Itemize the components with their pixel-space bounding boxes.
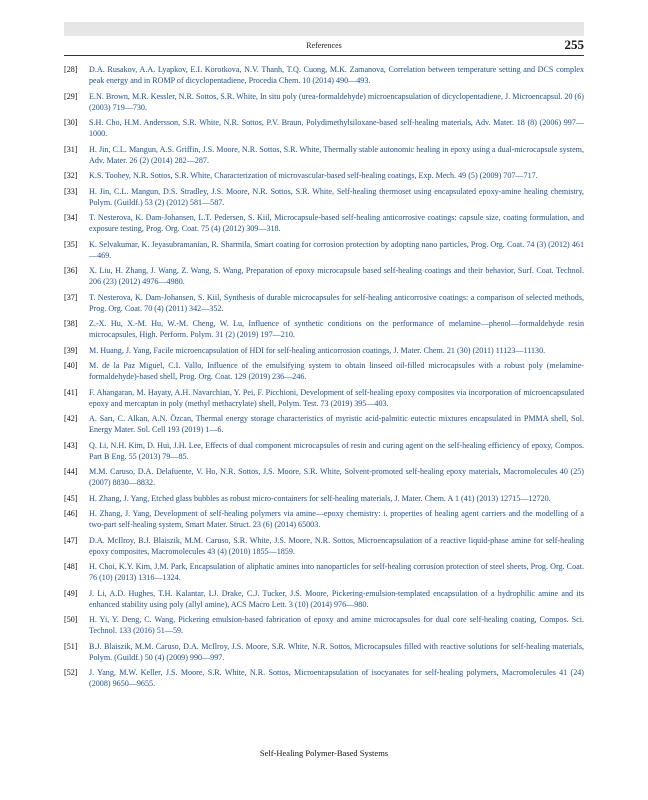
reference-item (64, 117, 584, 139)
reference-item (64, 144, 584, 166)
reference-text[interactable]: M. Huang, J. Yang, Facile microencapsulation of HDI for self-healing anticorrosion coatings, J. Mater. Chem. 21 (30) (2011) 11123—11130. (89, 345, 546, 355)
reference-number: [45] (64, 493, 78, 503)
header-band (64, 22, 584, 36)
reference-item (64, 265, 584, 287)
reference-item (64, 466, 584, 488)
reference-number: [52] (64, 668, 78, 677)
reference-number: [47] (64, 535, 78, 545)
reference-item (64, 292, 584, 314)
reference-item (64, 561, 584, 583)
reference-item (64, 413, 584, 435)
reference-text[interactable]: S.H. Cho, H.M. Andersson, S.R. White, N.R. Sottos, P.V. Braun, Polydimethylsiloxane-based self-healing materials, Adv. Mater. 18 (8) (2006) 997—1000. (89, 118, 584, 138)
reference-text[interactable]: M.M. Caruso, D.A. Delafuente, V. Ho, N.R. Sottos, J.S. Moore, S.R. White, Solvent-promoted self-healing epoxy materials, Macromolecules 40 (25) (2007) 8830—8832. (89, 467, 584, 487)
reference-number: [49] (64, 588, 78, 598)
reference-text[interactable]: M. de la Paz Miguel, C.I. Vallo, Influence of the emulsifying system to obtain linseed oil-filled microcapsules with a robust poly (melamine-formaldehyde)-based shell, Prog. Org. Coat. 129 (2019) 236—246. (89, 361, 584, 381)
reference-item (64, 641, 584, 663)
reference-text[interactable]: B.J. Blaiszik, M.M. Caruso, D.A. McIlroy, J.S. Moore, S.R. White, N.R. Sottos, Microcapsules filled with reactive solutions for self-healing materials, Polym. (Guildf.) 50 (4) (2009) 990—997. (89, 641, 584, 662)
reference-item (64, 212, 584, 234)
reference-number: [38] (64, 319, 78, 328)
reference-text[interactable]: K. Selvakumar, K. Jeyasubramanian, R. Sharmila, Smart coating for corrosion protection by adopting nano particles, Prog. Org. Coat. 74 (3) (2012) 461—469. (89, 239, 584, 260)
reference-number: [43] (64, 440, 78, 450)
reference-text[interactable]: H. Zhang, J. Yang, Etched glass bubbles as robust micro-containers for self-healing materials, J. Mater. Chem. A 1 (41) (2013) 12715—12720. (89, 493, 551, 503)
reference-item (64, 614, 584, 636)
reference-number: [51] (64, 641, 78, 651)
reference-number: [33] (64, 186, 78, 196)
reference-item (64, 64, 584, 86)
reference-number: [40] (64, 361, 78, 370)
reference-item (64, 493, 584, 504)
reference-item (64, 588, 584, 610)
reference-item (64, 535, 584, 557)
reference-text[interactable]: K.S. Toohey, N.R. Sottos, S.R. White, Characterization of microvascular-based self-healing coatings, Exp. Mech. 49 (5) (2009) 707—717. (89, 171, 538, 180)
reference-text[interactable]: H. Jin, C.L. Mangun, A.S. Griffin, J.S. Moore, N.R. Sottos, S.R. White, Thermally stable autonomic healing in epoxy using a dual-microcapsule system, Adv. Mater. 26 (2) (2014) 282—287. (89, 144, 584, 165)
reference-item (64, 360, 584, 382)
reference-item (64, 667, 584, 689)
reference-text[interactable]: J. Yang, M.W. Keller, J.S. Moore, S.R. White, N.R. Sottos, Microencapsulation of isocyanates for self-healing polymers, Macromolecules 41 (24) (2008) 9650—9655. (89, 668, 584, 688)
reference-number: [42] (64, 414, 78, 423)
reference-number: [46] (64, 509, 78, 518)
reference-number: [34] (64, 213, 78, 222)
reference-item (64, 387, 584, 409)
reference-item (64, 440, 584, 462)
reference-text[interactable]: D.A. McIlroy, B.J. Blaiszik, M.M. Caruso, S.R. White, J.S. Moore, N.R. Sottos, Microencapsulation of a reactive liquid-phase amine for self-healing epoxy composites, Macromolecules 43 (4) (2010) 1855—1859. (89, 535, 584, 556)
reference-number: [32] (64, 171, 78, 180)
reference-item (64, 170, 584, 181)
reference-item (64, 345, 584, 356)
reference-text[interactable]: H. Choi, K.Y. Kim, J.M. Park, Encapsulation of aliphatic amines into nanoparticles for self-healing corrosion protection of steel sheets, Prog. Org. Coat. 76 (10) (2013) 1316—1324. (89, 562, 584, 582)
reference-number: [41] (64, 387, 78, 397)
page-number: 255 (564, 37, 584, 52)
reference-item (64, 318, 584, 340)
reference-list (64, 64, 584, 694)
reference-item (64, 239, 584, 261)
reference-text[interactable]: H. Jin, C.L. Mangun, D.S. Stradley, J.S. Moore, N.R. Sottos, S.R. White, Self-healing thermoset using encapsulated epoxy-amine healing chemistry, Polym. (Guildf.) 53 (2) (2012) 581—587. (89, 186, 584, 207)
running-head (64, 37, 584, 56)
reference-number: [50] (64, 615, 78, 624)
reference-text[interactable]: T. Nesterova, K. Dam-Johansen, L.T. Pedersen, S. Kiil, Microcapsule-based self-healing anticorrosive coatings: capsule size, coating formulation, and exposure testing, Prog. Org. Coat. 75 (4) (2012) 309—318. (89, 213, 584, 233)
reference-number: [28] (64, 65, 78, 74)
section-title: References (306, 41, 342, 50)
reference-text[interactable]: E.N. Brown, M.R. Kessler, N.R. Sottos, S.R. White, In situ poly (urea-formaldehyde) microencapsulation of dicyclopentadiene, J. Microencapsul. 20 (6) (2003) 719—730. (89, 91, 584, 112)
book-title-footer: Self-Healing Polymer-Based Systems (259, 748, 389, 758)
reference-number: [44] (64, 467, 78, 476)
reference-number: [35] (64, 239, 78, 249)
reference-text[interactable]: J. Li, A.D. Hughes, T.H. Kalantar, I.J. Drake, C.J. Tucker, J.S. Moore, Pickering-emulsion-templated encapsulation of a hydrophilic amine and its enhanced stability using poly (allyl amine), ACS Macro Lett. 3 (10) (2014) 976—980. (89, 588, 584, 609)
reference-item (64, 508, 584, 530)
reference-number: [36] (64, 266, 78, 275)
reference-text[interactable]: Q. Li, N.H. Kim, D. Hui, J.H. Lee, Effects of dual component microcapsules of resin and curing agent on the self-healing efficiency of epoxy, Compos. Part B Eng. 55 (2013) 79—85. (89, 440, 584, 461)
reference-number: [30] (64, 118, 78, 127)
reference-text[interactable]: H. Yi, Y. Deng, C. Wang, Pickering emulsion-based fabrication of epoxy and amine microcapsules for dual core self-healing coating, Compos. Sci. Technol. 133 (2016) 51—59. (89, 615, 584, 635)
reference-item (64, 91, 584, 113)
reference-number: [29] (64, 91, 78, 101)
reference-text[interactable]: T. Nesterova, K. Dam-Johansen, S. Kiil, Synthesis of durable microcapsules for self-healing anticorrosive coatings: a comparison of selected methods, Prog. Org. Coat. 70 (4) (2011) 342—352. (89, 292, 584, 313)
reference-number: [31] (64, 144, 78, 154)
reference-text[interactable]: X. Liu, H. Zhang, J. Wang, Z. Wang, S. Wang, Preparation of epoxy microcapsule based self-healing coatings and their behavior, Surf. Coat. Technol. 206 (23) (2012) 4976—4980. (89, 266, 584, 286)
reference-number: [48] (64, 562, 78, 571)
reference-item (64, 186, 584, 208)
reference-number: [39] (64, 345, 78, 355)
reference-text[interactable]: F. Ahangaran, M. Hayaty, A.H. Navarchian, Y. Pei, F. Picchioni, Development of self-healing epoxy composites via incorporation of microencapsulated epoxy and mercaptan in poly (methyl methacrylate) shell, Polym. Test. 73 (2019) 395—403. (89, 387, 584, 408)
reference-text[interactable]: A. Sarı, C. Alkan, A.N. Özcan, Thermal energy storage characteristics of myristic acid-palmitic eutectic mixtures encapsulated in PMMA shell, Sol. Energy Mater. Sol. Cell 193 (2019) 1—6. (89, 414, 584, 434)
reference-number: [37] (64, 292, 78, 302)
reference-text[interactable]: Z.-X. Hu, X.-M. Hu, W.-M. Cheng, W. Lu, Influence of synthetic conditions on the performance of melamine—phenol—formaldehyde resin microcapsules, High. Perform. Polym. 31 (2) (2019) 197—210. (89, 319, 584, 339)
reference-text[interactable]: H. Zhang, J. Yang, Development of self-healing polymers via amine—epoxy chemistry: i. properties of healing agent carriers and the modelling of a two-part self-healing system, Smart Mater. Struct. 23 (6) (2014) 65003. (89, 509, 584, 529)
reference-text[interactable]: D.A. Rusakov, A.A. Lyapkov, E.I. Korotkova, N.V. Thanh, T.Q. Cuong, M.K. Zamanova, Correlation between temperature setting and DCS complex peak energy and in ROMP of dicyclopentadiene, Procedia Chem. 10 (2014) 490—493. (89, 65, 584, 85)
